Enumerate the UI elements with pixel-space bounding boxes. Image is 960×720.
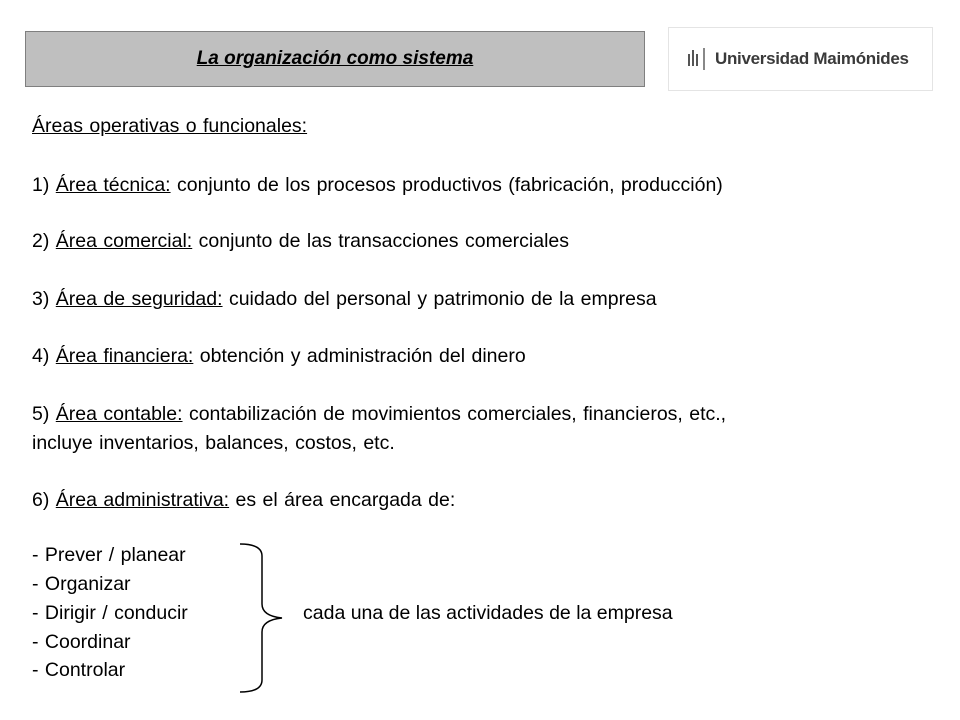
right-brace-icon <box>238 542 288 694</box>
brace-note: cada una de las actividades de la empresa <box>303 602 673 624</box>
university-logo <box>668 27 933 91</box>
list-item: 4) Área financiera: obtención y administración del dinero <box>32 345 526 367</box>
function-item: - Coordinar <box>32 631 131 653</box>
logo-bars-icon <box>687 46 709 72</box>
list-item: 3) Área de seguridad: cuidado del personal y patrimonio de la empresa <box>32 288 657 310</box>
list-item: 2) Área comercial: conjunto de las transacciones comerciales <box>32 230 570 252</box>
function-item: - Organizar <box>32 573 131 595</box>
section-heading: Áreas operativas o funcionales: <box>32 115 308 137</box>
title-box <box>25 31 645 87</box>
list-item: 6) Área administrativa: es el área encargada de: <box>32 489 456 511</box>
function-item: - Controlar <box>32 659 126 681</box>
list-item: 5) Área contable: contabilización de movimientos comerciales, financieros, etc., <box>32 403 727 425</box>
logo-text: Universidad Maimónides <box>715 49 909 68</box>
function-item: - Dirigir / conducir <box>32 602 188 624</box>
page-title: La organización como sistema <box>196 48 474 69</box>
list-item-continuation: incluye inventarios, balances, costos, etc. <box>32 432 395 454</box>
function-item: - Prever / planear <box>32 544 186 566</box>
list-item: 1) Área técnica: conjunto de los procesos productivos (fabricación, producción) <box>32 174 723 196</box>
